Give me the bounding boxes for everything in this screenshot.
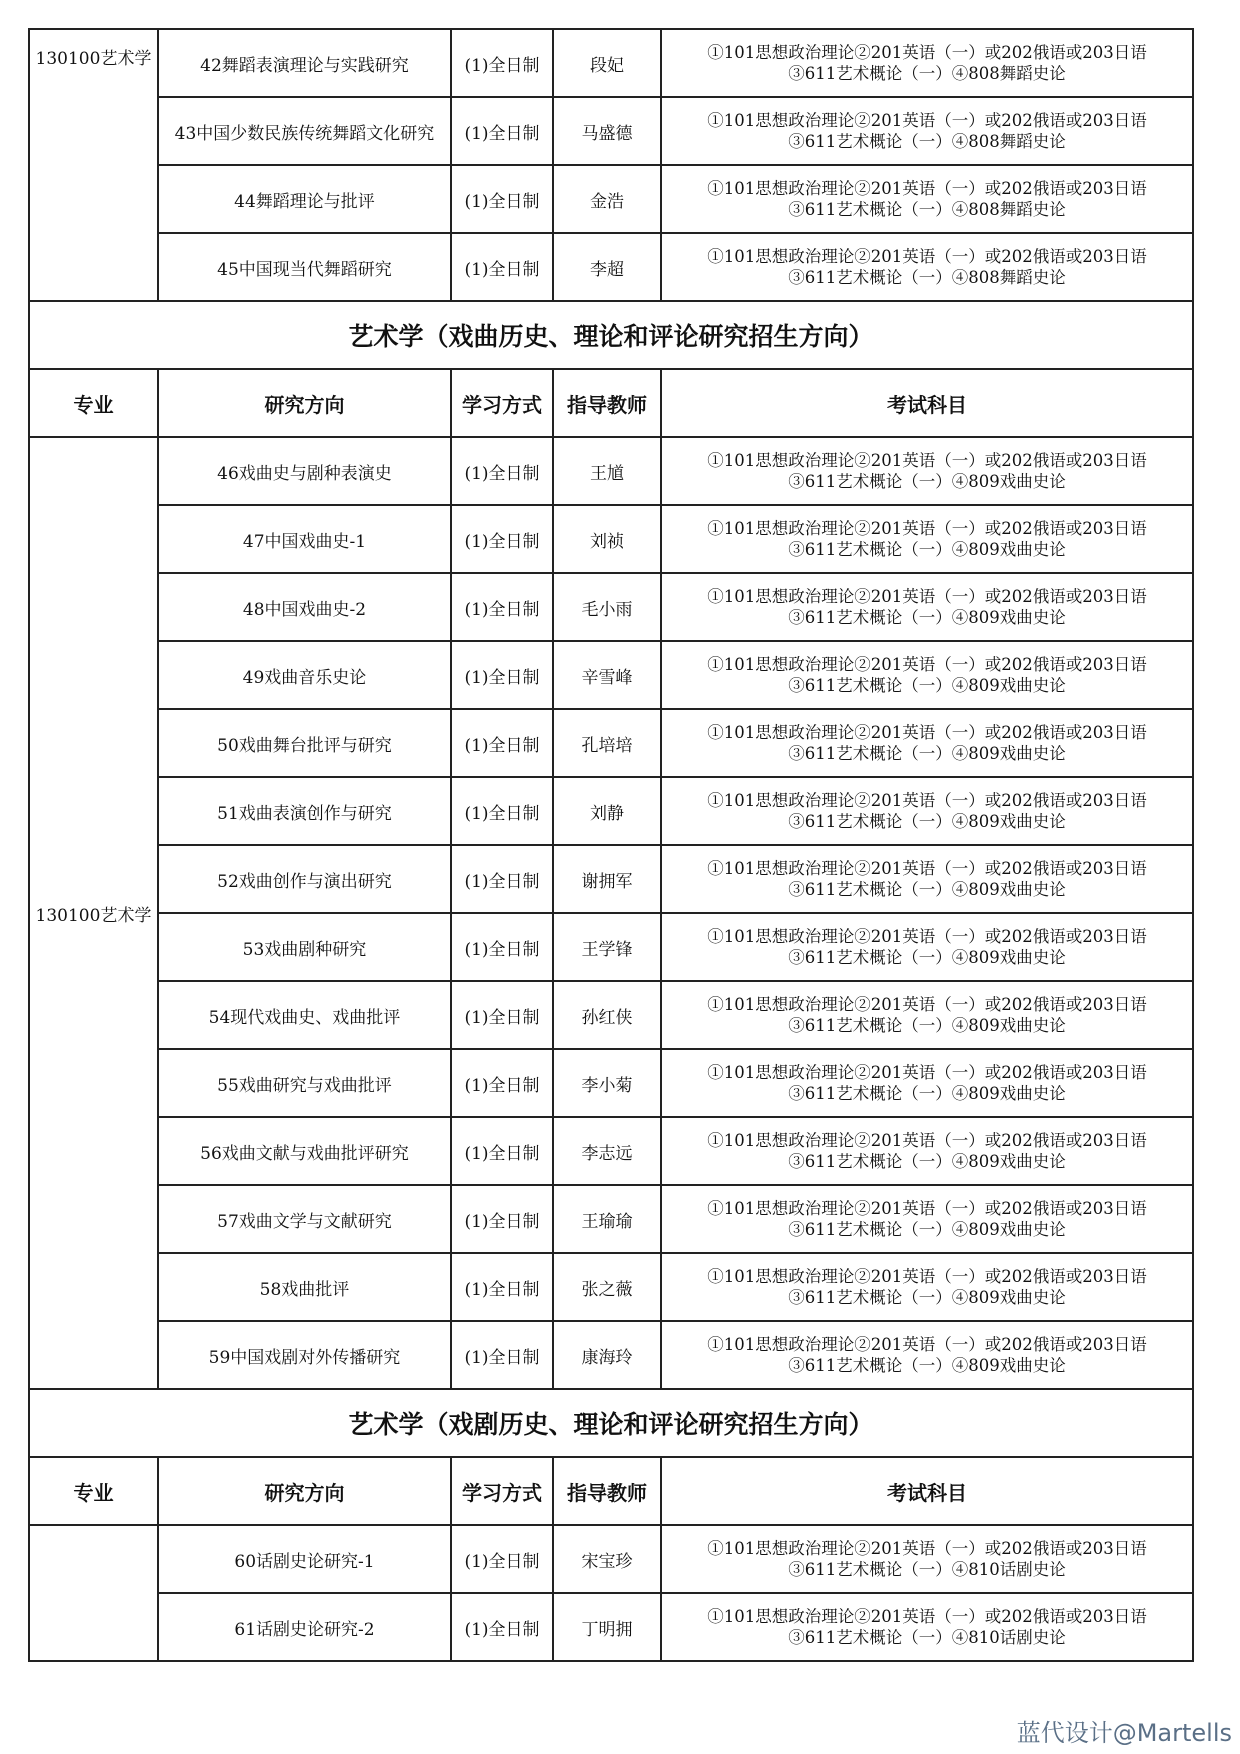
watermark: 蓝代设计@Martells bbox=[1016, 1719, 1232, 1747]
subjects-line-1: ①101思想政治理论②201英语（一）或202俄语或203日语 bbox=[707, 519, 1147, 538]
subjects-cell bbox=[661, 29, 1193, 97]
teacher-cell: 李小菊 bbox=[553, 1049, 661, 1117]
subjects-cell bbox=[661, 437, 1193, 505]
direction-cell: 61话剧史论研究-2 bbox=[158, 1593, 451, 1661]
teacher-cell: 孙红侠 bbox=[553, 981, 661, 1049]
subjects-cell bbox=[661, 1593, 1193, 1661]
teacher-cell: 李志远 bbox=[553, 1117, 661, 1185]
subjects-line-1: ①101思想政治理论②201英语（一）或202俄语或203日语 bbox=[707, 995, 1147, 1014]
teacher-cell: 王馗 bbox=[553, 437, 661, 505]
subjects-cell bbox=[661, 97, 1193, 165]
subjects-line-2: ③611艺术概论（一）④809戏曲史论 bbox=[788, 676, 1066, 695]
section-title-row bbox=[29, 1389, 1193, 1457]
subjects-line-2: ③611艺术概论（一）④808舞蹈史论 bbox=[788, 132, 1066, 151]
subjects-line-1: ①101思想政治理论②201英语（一）或202俄语或203日语 bbox=[707, 1607, 1147, 1626]
mode-cell: (1)全日制 bbox=[451, 29, 553, 97]
major-cell: 130100艺术学 bbox=[29, 29, 158, 301]
direction-cell: 44舞蹈理论与批评 bbox=[158, 165, 451, 233]
table-row bbox=[29, 981, 1193, 1049]
subjects-line-2: ③611艺术概论（一）④809戏曲史论 bbox=[788, 1152, 1066, 1171]
table-row bbox=[29, 505, 1193, 573]
mode-cell: (1)全日制 bbox=[451, 1525, 553, 1593]
subjects-line-2: ③611艺术概论（一）④809戏曲史论 bbox=[788, 608, 1066, 627]
table-row bbox=[29, 1525, 1193, 1593]
teacher-cell: 丁明拥 bbox=[553, 1593, 661, 1661]
direction-cell: 46戏曲史与剧种表演史 bbox=[158, 437, 451, 505]
direction-cell: 57戏曲文学与文献研究 bbox=[158, 1185, 451, 1253]
direction-cell: 48中国戏曲史-2 bbox=[158, 573, 451, 641]
mode-cell: (1)全日制 bbox=[451, 981, 553, 1049]
table-row bbox=[29, 641, 1193, 709]
teacher-cell: 段妃 bbox=[553, 29, 661, 97]
subjects-cell bbox=[661, 165, 1193, 233]
teacher-cell: 辛雪峰 bbox=[553, 641, 661, 709]
subjects-line-2: ③611艺术概论（一）④810话剧史论 bbox=[788, 1628, 1066, 1647]
mode-cell: (1)全日制 bbox=[451, 437, 553, 505]
teacher-cell: 宋宝珍 bbox=[553, 1525, 661, 1593]
header-row bbox=[29, 369, 1193, 437]
subjects-cell bbox=[661, 845, 1193, 913]
direction-cell: 54现代戏曲史、戏曲批评 bbox=[158, 981, 451, 1049]
mode-cell: (1)全日制 bbox=[451, 641, 553, 709]
subjects-line-1: ①101思想政治理论②201英语（一）或202俄语或203日语 bbox=[707, 1131, 1147, 1150]
section-title: 艺术学（戏剧历史、理论和评论研究招生方向） bbox=[29, 1389, 1193, 1457]
table-row bbox=[29, 913, 1193, 981]
table-row bbox=[29, 97, 1193, 165]
teacher-cell: 谢拥军 bbox=[553, 845, 661, 913]
teacher-cell: 李超 bbox=[553, 233, 661, 301]
subjects-line-1: ①101思想政治理论②201英语（一）或202俄语或203日语 bbox=[707, 723, 1147, 742]
direction-cell: 56戏曲文献与戏曲批评研究 bbox=[158, 1117, 451, 1185]
direction-cell: 47中国戏曲史-1 bbox=[158, 505, 451, 573]
subjects-line-2: ③611艺术概论（一）④809戏曲史论 bbox=[788, 472, 1066, 491]
subjects-line-2: ③611艺术概论（一）④808舞蹈史论 bbox=[788, 268, 1066, 287]
subjects-cell bbox=[661, 573, 1193, 641]
subjects-line-1: ①101思想政治理论②201英语（一）或202俄语或203日语 bbox=[707, 1267, 1147, 1286]
direction-cell: 51戏曲表演创作与研究 bbox=[158, 777, 451, 845]
table-row bbox=[29, 437, 1193, 505]
teacher-cell: 孔培培 bbox=[553, 709, 661, 777]
teacher-cell: 张之薇 bbox=[553, 1253, 661, 1321]
table-row bbox=[29, 777, 1193, 845]
table-row bbox=[29, 233, 1193, 301]
header-subjects: 考试科目 bbox=[661, 369, 1193, 437]
section-title: 艺术学（戏曲历史、理论和评论研究招生方向） bbox=[29, 301, 1193, 369]
subjects-line-2: ③611艺术概论（一）④809戏曲史论 bbox=[788, 744, 1066, 763]
major-cell: 130100艺术学 bbox=[29, 437, 158, 1389]
subjects-line-1: ①101思想政治理论②201英语（一）或202俄语或203日语 bbox=[707, 43, 1147, 62]
direction-cell: 43中国少数民族传统舞蹈文化研究 bbox=[158, 97, 451, 165]
subjects-cell bbox=[661, 981, 1193, 1049]
major-cell bbox=[29, 1525, 158, 1661]
subjects-cell bbox=[661, 1049, 1193, 1117]
mode-cell: (1)全日制 bbox=[451, 97, 553, 165]
mode-cell: (1)全日制 bbox=[451, 1321, 553, 1389]
mode-cell: (1)全日制 bbox=[451, 709, 553, 777]
mode-cell: (1)全日制 bbox=[451, 1117, 553, 1185]
subjects-line-1: ①101思想政治理论②201英语（一）或202俄语或203日语 bbox=[707, 247, 1147, 266]
direction-cell: 45中国现当代舞蹈研究 bbox=[158, 233, 451, 301]
mode-cell: (1)全日制 bbox=[451, 1593, 553, 1661]
direction-cell: 55戏曲研究与戏曲批评 bbox=[158, 1049, 451, 1117]
subjects-line-2: ③611艺术概论（一）④808舞蹈史论 bbox=[788, 200, 1066, 219]
subjects-line-2: ③611艺术概论（一）④809戏曲史论 bbox=[788, 880, 1066, 899]
teacher-cell: 刘祯 bbox=[553, 505, 661, 573]
subjects-cell bbox=[661, 1525, 1193, 1593]
table-row bbox=[29, 1185, 1193, 1253]
subjects-line-2: ③611艺术概论（一）④809戏曲史论 bbox=[788, 948, 1066, 967]
direction-cell: 50戏曲舞台批评与研究 bbox=[158, 709, 451, 777]
table-row bbox=[29, 573, 1193, 641]
mode-cell: (1)全日制 bbox=[451, 573, 553, 641]
subjects-line-1: ①101思想政治理论②201英语（一）或202俄语或203日语 bbox=[707, 655, 1147, 674]
mode-cell: (1)全日制 bbox=[451, 233, 553, 301]
header-direction: 研究方向 bbox=[158, 369, 451, 437]
table-row bbox=[29, 1321, 1193, 1389]
header-subjects: 考试科目 bbox=[661, 1457, 1193, 1525]
subjects-line-2: ③611艺术概论（一）④809戏曲史论 bbox=[788, 1084, 1066, 1103]
table-row bbox=[29, 1593, 1193, 1661]
subjects-line-1: ①101思想政治理论②201英语（一）或202俄语或203日语 bbox=[707, 111, 1147, 130]
subjects-line-1: ①101思想政治理论②201英语（一）或202俄语或203日语 bbox=[707, 1335, 1147, 1354]
subjects-cell bbox=[661, 1117, 1193, 1185]
subjects-line-2: ③611艺术概论（一）④810话剧史论 bbox=[788, 1560, 1066, 1579]
table-row bbox=[29, 709, 1193, 777]
teacher-cell: 毛小雨 bbox=[553, 573, 661, 641]
teacher-cell: 马盛德 bbox=[553, 97, 661, 165]
teacher-cell: 康海玲 bbox=[553, 1321, 661, 1389]
subjects-line-1: ①101思想政治理论②201英语（一）或202俄语或203日语 bbox=[707, 1199, 1147, 1218]
header-teacher: 指导教师 bbox=[553, 1457, 661, 1525]
subjects-cell bbox=[661, 641, 1193, 709]
mode-cell: (1)全日制 bbox=[451, 505, 553, 573]
subjects-line-2: ③611艺术概论（一）④808舞蹈史论 bbox=[788, 64, 1066, 83]
mode-cell: (1)全日制 bbox=[451, 1253, 553, 1321]
subjects-line-2: ③611艺术概论（一）④809戏曲史论 bbox=[788, 1356, 1066, 1375]
subjects-line-2: ③611艺术概论（一）④809戏曲史论 bbox=[788, 540, 1066, 559]
subjects-cell bbox=[661, 709, 1193, 777]
subjects-cell bbox=[661, 1321, 1193, 1389]
header-mode: 学习方式 bbox=[451, 1457, 553, 1525]
direction-cell: 42舞蹈表演理论与实践研究 bbox=[158, 29, 451, 97]
subjects-line-1: ①101思想政治理论②201英语（一）或202俄语或203日语 bbox=[707, 791, 1147, 810]
subjects-line-1: ①101思想政治理论②201英语（一）或202俄语或203日语 bbox=[707, 927, 1147, 946]
table-row bbox=[29, 845, 1193, 913]
header-teacher: 指导教师 bbox=[553, 369, 661, 437]
teacher-cell: 王瑜瑜 bbox=[553, 1185, 661, 1253]
section-title-row bbox=[29, 301, 1193, 369]
subjects-line-1: ①101思想政治理论②201英语（一）或202俄语或203日语 bbox=[707, 179, 1147, 198]
mode-cell: (1)全日制 bbox=[451, 845, 553, 913]
table-body bbox=[29, 29, 1193, 1661]
direction-cell: 58戏曲批评 bbox=[158, 1253, 451, 1321]
teacher-cell: 金浩 bbox=[553, 165, 661, 233]
direction-cell: 53戏曲剧种研究 bbox=[158, 913, 451, 981]
subjects-cell bbox=[661, 913, 1193, 981]
subjects-cell bbox=[661, 1185, 1193, 1253]
direction-cell: 52戏曲创作与演出研究 bbox=[158, 845, 451, 913]
subjects-line-1: ①101思想政治理论②201英语（一）或202俄语或203日语 bbox=[707, 1539, 1147, 1558]
direction-cell: 60话剧史论研究-1 bbox=[158, 1525, 451, 1593]
subjects-line-1: ①101思想政治理论②201英语（一）或202俄语或203日语 bbox=[707, 1063, 1147, 1082]
header-major: 专业 bbox=[29, 369, 158, 437]
teacher-cell: 刘静 bbox=[553, 777, 661, 845]
subjects-line-2: ③611艺术概论（一）④809戏曲史论 bbox=[788, 1016, 1066, 1035]
subjects-line-1: ①101思想政治理论②201英语（一）或202俄语或203日语 bbox=[707, 859, 1147, 878]
direction-cell: 59中国戏剧对外传播研究 bbox=[158, 1321, 451, 1389]
table-row bbox=[29, 29, 1193, 97]
mode-cell: (1)全日制 bbox=[451, 165, 553, 233]
header-direction: 研究方向 bbox=[158, 1457, 451, 1525]
admissions-table-sheet bbox=[28, 28, 1192, 1662]
table-row bbox=[29, 1049, 1193, 1117]
header-major: 专业 bbox=[29, 1457, 158, 1525]
mode-cell: (1)全日制 bbox=[451, 1049, 553, 1117]
admissions-table bbox=[28, 28, 1194, 1662]
teacher-cell: 王学锋 bbox=[553, 913, 661, 981]
mode-cell: (1)全日制 bbox=[451, 913, 553, 981]
subjects-line-2: ③611艺术概论（一）④809戏曲史论 bbox=[788, 812, 1066, 831]
subjects-line-2: ③611艺术概论（一）④809戏曲史论 bbox=[788, 1220, 1066, 1239]
mode-cell: (1)全日制 bbox=[451, 1185, 553, 1253]
table-row bbox=[29, 165, 1193, 233]
subjects-line-1: ①101思想政治理论②201英语（一）或202俄语或203日语 bbox=[707, 587, 1147, 606]
subjects-line-2: ③611艺术概论（一）④809戏曲史论 bbox=[788, 1288, 1066, 1307]
subjects-cell bbox=[661, 777, 1193, 845]
subjects-cell bbox=[661, 233, 1193, 301]
table-row bbox=[29, 1117, 1193, 1185]
subjects-cell bbox=[661, 505, 1193, 573]
direction-cell: 49戏曲音乐史论 bbox=[158, 641, 451, 709]
header-mode: 学习方式 bbox=[451, 369, 553, 437]
subjects-line-1: ①101思想政治理论②201英语（一）或202俄语或203日语 bbox=[707, 451, 1147, 470]
subjects-cell bbox=[661, 1253, 1193, 1321]
header-row bbox=[29, 1457, 1193, 1525]
table-row bbox=[29, 1253, 1193, 1321]
mode-cell: (1)全日制 bbox=[451, 777, 553, 845]
